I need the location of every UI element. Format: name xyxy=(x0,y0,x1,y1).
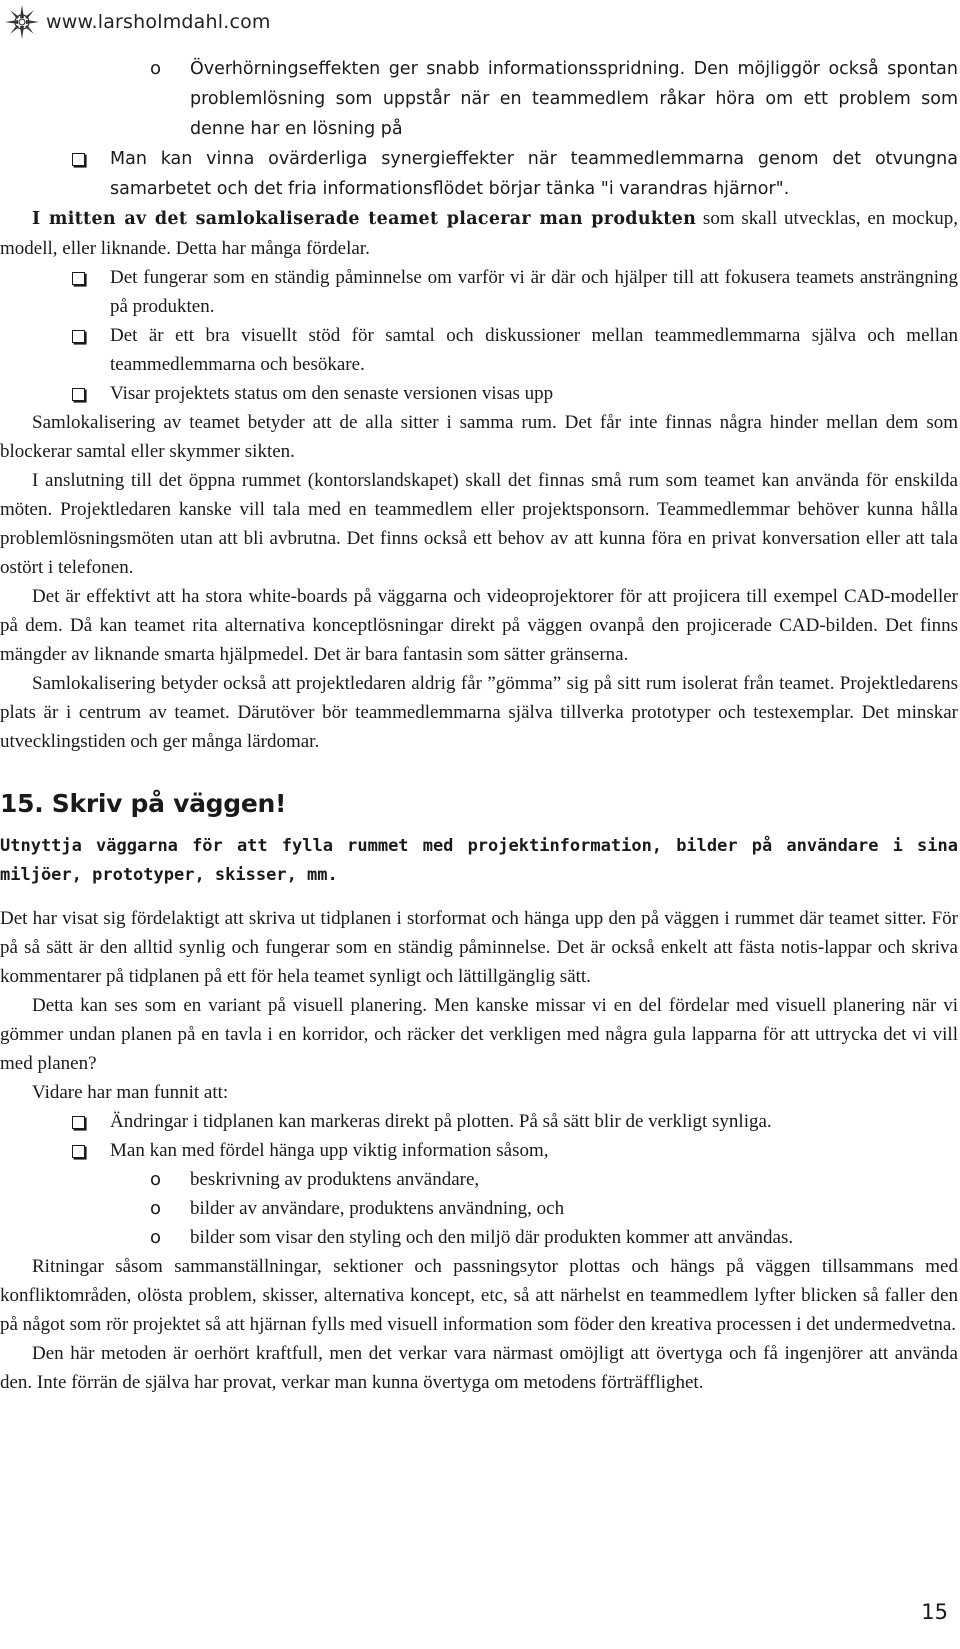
checkbox-bullet-icon xyxy=(72,321,85,352)
paragraph-text: som skall utvecklas, en mockup, modell, eller liknande. Detta har många fördelar. xyxy=(0,208,958,259)
checkbox-bullet-icon xyxy=(72,263,85,294)
paragraph: Samlokalisering av teamet betyder att de alla sitter i samma rum. Det får inte finnas några hinder mellan dem som blockerar samtal eller skymmer sikten. xyxy=(0,412,958,462)
circle-bullet-icon: o xyxy=(150,1227,162,1248)
list-item-text: Visar projektets status om den senaste versionen visas upp xyxy=(110,383,554,404)
list-item-andringar xyxy=(0,1107,958,1136)
circle-bullet-icon: o xyxy=(150,1198,162,1219)
site-url: www.larsholmdahl.com xyxy=(46,11,271,33)
list-item-text: beskrivning av produktens användare, xyxy=(190,1169,480,1190)
list-item-text: Det fungerar som en ständig påminnelse om varför vi är där och hjälper till att fokusera teamets ansträngning på produkten. xyxy=(110,267,958,317)
page-content xyxy=(0,54,958,1397)
paragraph: Vidare har man funnit att: xyxy=(32,1082,229,1103)
checkbox-bullet-icon xyxy=(72,1107,85,1138)
checkbox-bullet-icon xyxy=(72,1136,85,1167)
paragraph: Samlokalisering betyder också att projektledaren aldrig får ”gömma” sig på sitt rum isolerat från teamet. Projektledarens plats är i centrum av teamet. Därutöver bör teammedlemmarna själva tillverka prototyper och testexemplar. Det minskar utvecklingstiden och ger många lärdomar. xyxy=(0,673,958,752)
list-item-text: Man kan vinna ovärderliga synergieffekter när teammedlemmarna genom det otvungna samarbetet och det fria informationsflödet börjar tänka "i varandras hjärnor". xyxy=(110,149,958,199)
section-heading: 15. Skriv på väggen! xyxy=(0,789,287,818)
page-header xyxy=(4,2,271,42)
list-item-synergi xyxy=(0,144,958,204)
lead-text: I mitten av det samlokaliserade teamet placerar man produkten xyxy=(32,209,697,229)
paragraph: Ritningar såsom sammanställningar, sektioner och passningsytor plottas och hängs på väggen tillsammans med konfliktområden, olösta problem, skisser, alternativa koncept, etc, så att närhelst en teammedlem lyfter blicken så faller den på något som rör projektet så att hjärnan fylls med visuell information som föder den kreativa processen i det undermedvetna. xyxy=(0,1256,958,1335)
list-item-overhoring xyxy=(0,54,958,144)
list-item-text: Överhörningseffekten ger snabb informationsspridning. Den möjliggör också spontan problemlösning som uppstår när en teammedlem råkar höra om ett problem som denne har en lösning på xyxy=(190,59,958,139)
circle-bullet-icon: o xyxy=(150,58,162,79)
sub-list-item xyxy=(0,1165,958,1194)
paragraph: Detta kan ses som en variant på visuell planering. Men kanske missar vi en del fördelar med visuell planering när vi gömmer undan planen på en tavla i en korridor, och räcker det verkligen med några gula lapparna för att uttrycka det vi vill med planen? xyxy=(0,995,958,1074)
sub-list-item xyxy=(0,1223,958,1252)
list-item xyxy=(0,263,958,321)
paragraph: Den här metoden är oerhört kraftfull, men det verkar vara närmast omöjligt att övertyga och få ingenjörer att använda den. Inte förrän de själva har provat, verkar man kunna övertyga om metodens förträfflighet. xyxy=(0,1343,958,1393)
sub-list-item xyxy=(0,1194,958,1223)
list-item-text: bilder av användare, produktens användning, och xyxy=(190,1198,565,1219)
list-item-text: bilder som visar den styling och den miljö där produkten kommer att användas. xyxy=(190,1227,794,1248)
section-subtitle: Utnyttja väggarna för att fylla rummet med projektinformation, bilder på användare i sina miljöer, prototyper, skisser, mm. xyxy=(0,836,958,885)
paragraph-mockup xyxy=(0,204,958,263)
checkbox-bullet-icon xyxy=(72,144,85,175)
list-item-text: Ändringar i tidplanen kan markeras direkt på plotten. På så sätt blir de verkligt synliga. xyxy=(110,1111,772,1132)
list-item xyxy=(0,321,958,379)
list-item-text: Det är ett bra visuellt stöd för samtal och diskussioner mellan teammedlemmarna själva och mellan teammedlemmarna och besökare. xyxy=(110,325,958,375)
list-item xyxy=(0,379,958,408)
checkbox-bullet-icon xyxy=(72,379,85,410)
page-number: 15 xyxy=(921,1600,948,1624)
paragraph: I anslutning till det öppna rummet (kontorslandskapet) skall det finnas små rum som teamet kan använda för enskilda möten. Projektledaren kanske vill tala med en teammedlem eller projektsponsorn. Teammedlemmar behöver kunna hålla problemlösningsmöten utan att bli avbrutna. Det finns också ett behov av att kunna föra en privat konversation eller att tala ostört i telefonen. xyxy=(0,470,958,578)
paragraph: Det har visat sig fördelaktigt att skriva ut tidplanen i storformat och hänga upp den på väggen i rummet där teamet sitter. För på så sätt är den alltid synlig och fungerar som en ständig påminnelse. Det är också enkelt att fästa notis-lappar och skriva kommentarer på tidplanen på ett för hela teamet synligt och lättillgänglig sätt. xyxy=(0,908,958,987)
compass-star-logo xyxy=(4,4,40,40)
list-item-text: Man kan med fördel hänga upp viktig information såsom, xyxy=(110,1140,549,1161)
paragraph: Det är effektivt att ha stora white-boards på väggarna och videoprojektorer för att projicera till exempel CAD-modeller på dem. Då kan teamet rita alternativa konceptlösningar direkt på väggen ovanpå den projicerade CAD-bilden. Det finns mängder av liknande smarta hjälpmedel. Det är bara fantasin som sätter gränserna. xyxy=(0,586,958,665)
circle-bullet-icon: o xyxy=(150,1169,162,1190)
list-item-information xyxy=(0,1136,958,1165)
